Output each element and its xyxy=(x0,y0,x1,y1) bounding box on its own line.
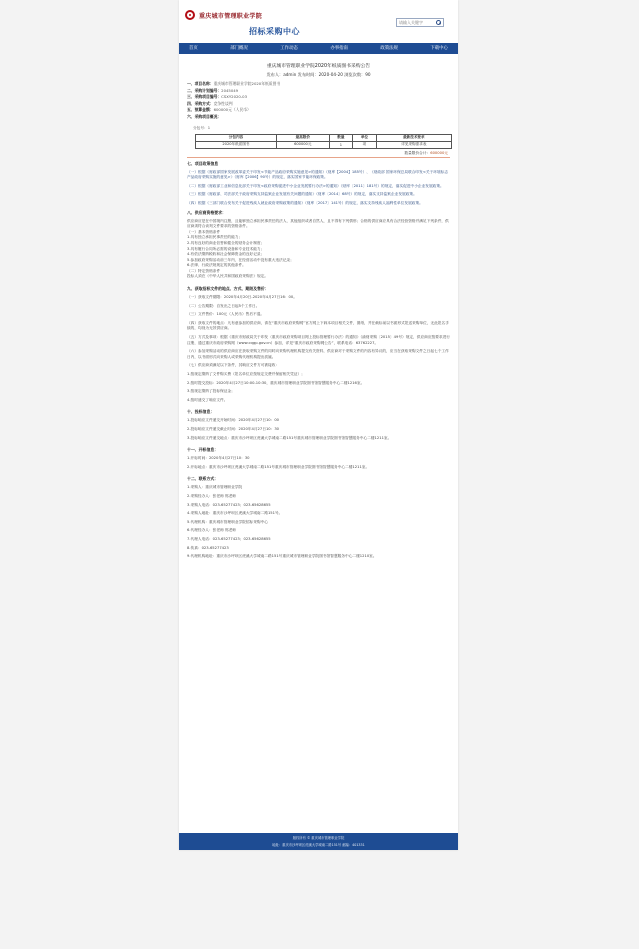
list-item: （六）参加采购活动的供应商应在获取采购文件的同时向采购代理机构提交有关资料，供应商对于采购文件的内容有异议的，应当在获取采购文件之日起七个工作日内，以书面形式向采购人或采购代理机构提出质疑。 xyxy=(187,349,449,359)
center-title: 招标采购中心 xyxy=(249,27,300,36)
list-item: 4.有依法缴纳税收和社会保障资金的良好记录； xyxy=(187,252,265,257)
list-item: （四）获取文件的地点：凡有意参加的供应商，请在“重庆市政府采购网”官方网上下载本项目相关文件，图纸，并在截标前以书面形式报送采购单位，无此报名手续的，均视为无效供应商。 xyxy=(187,320,449,331)
table-cell: 项 xyxy=(353,141,377,148)
list-item: 1.采购人：重庆城市管理职业学院 xyxy=(187,485,243,490)
nav-item-news[interactable]: 工作动态 xyxy=(280,46,298,51)
list-item: 3.具有履行合同所必需的设备和专业技术能力； xyxy=(187,246,265,251)
search-input[interactable] xyxy=(397,20,435,26)
list-item: 9.代理机构地址：重庆市沙坪坝区虎溪大学城南二路151号重庆城市管理职业学院图书馆智慧服务中心二楼1210室。 xyxy=(187,554,377,559)
list-item: （一）获取文件期限：2020年4月20日-2020年4月27日16：00。 xyxy=(187,295,297,300)
list-item: 1.具有独立承担民事责任的能力； xyxy=(187,235,243,240)
list-item: 7.代理人电话：023-65277423；023-65628655 xyxy=(187,536,271,541)
list-item: 1.开标时间：2020年4月27日10：30 xyxy=(187,456,250,461)
list-item: 3.按规定缴纳了投标保证金； xyxy=(187,389,235,394)
main-nav xyxy=(179,43,458,54)
table-header: 分包内容 xyxy=(196,134,277,141)
budget-total: 数量限价合计：600000元 xyxy=(404,150,448,155)
list-item: 投标人须在《中华人民共和国政府采购法》规定。 xyxy=(187,274,269,279)
search-icon[interactable] xyxy=(435,20,441,26)
list-item: 3.投标响应文件递交地点：重庆市沙坪坝区虎溪大学城南二路151号重庆城市管理职业学院图书馆智慧服务中心二楼1211室。 xyxy=(187,435,392,440)
table-header: 单位 xyxy=(353,134,377,141)
section-heading: 十二、联系方式： xyxy=(187,476,219,482)
list-item: （二）特定资格条件 xyxy=(187,268,221,273)
page-container xyxy=(179,0,458,850)
list-item: 4.采购人地址：重庆市沙坪坝区虎溪大学城南二路151号。 xyxy=(187,511,283,516)
article-content xyxy=(179,54,458,560)
list-item: 2.具有良好的商业信誉和健全的财务会计制度； xyxy=(187,240,265,245)
article-title: 重庆城市管理职业学院2020年纸质图书采购公告 xyxy=(266,64,371,69)
section-heading: 九、获取招标文件的地点、方式、期限及售价： xyxy=(187,286,269,292)
table-header: 最新技术要求 xyxy=(376,134,451,141)
list-item: 2.采购经办人：张老师 郭老师 xyxy=(187,493,236,498)
section-heading: 十一、开标信息： xyxy=(187,447,219,453)
list-item: 1.投标响应文件递交开始时间：2020年4月27日10：00 xyxy=(187,418,280,423)
table-cell: 600000元 xyxy=(276,141,329,148)
school-logo[interactable] xyxy=(185,10,262,20)
list-item: 3.采购人电话：023-65277423；023-65628655 xyxy=(187,502,271,507)
table-cell: 详见采购需求表 xyxy=(376,141,451,148)
policy-paragraph: （四）根据《三部门联合发布关于促进残疾人就业政府采购政策的通知》（财库〔2017〕141号）的规定，落实支持残疾人福利性单位发展政策。 xyxy=(187,200,423,205)
footer-copyright: 版权所有 © 重庆城市管理职业学院 xyxy=(292,836,345,840)
table-row xyxy=(196,141,452,148)
item-project-name: 一、项目名称：重庆城市管理职业学院2020年纸质图书 xyxy=(187,81,281,86)
table-header: 最高限价 xyxy=(276,134,329,141)
list-item: （七）供应商须满足以下条件，其响应文件方可被接收： xyxy=(187,363,280,368)
nav-item-download[interactable]: 下载中心 xyxy=(430,46,448,51)
section-heading: 八、供应商资格要求： xyxy=(187,209,226,215)
nav-item-about[interactable]: 部门概况 xyxy=(230,46,248,51)
list-item: 1.按规定缴纳了文件购买费（报名单位应按规定交费并保留相关凭证）； xyxy=(187,372,305,376)
item-project-number: 三、采购项目编号：CSXY2020-03 xyxy=(187,94,248,100)
list-item: 5.参加政府采购活动前三年内，在经营活动中没有重大违法记录； xyxy=(187,257,294,262)
item-budget: 五、预算金额：600000元（人民币） xyxy=(187,107,251,113)
section-heading: 十、投标信息： xyxy=(187,409,215,415)
nav-item-guide[interactable]: 办事指南 xyxy=(330,46,348,51)
list-item: 2.开标地点：重庆市沙坪坝区虎溪大学城南二路151号重庆城市管理职业学院图书馆智慧服务中心二楼1211室。 xyxy=(187,464,370,469)
item-method: 四、采购方式：竞争性谈判 xyxy=(187,100,233,106)
table-header: 数量 xyxy=(329,134,353,141)
list-item: 6.法律、行政法规规定的其他条件。 xyxy=(187,263,246,268)
school-name: 重庆城市管理职业学院 xyxy=(199,12,263,20)
qualification-intro: 供应商应是在中国境内注册，且能够独立承担民事责任的法人、其他组织或者自然人，且不得有下列情形；合格的供应商应具有合法经营资格并满足下列条件，供应商须符合谈判文件要求的资格条件。 xyxy=(187,218,449,229)
list-item: 2.按时提交投标：2020年4月27日10:00-10:30，重庆城市管理职业学院图书馆智慧服务中心二楼1216室。 xyxy=(187,380,365,385)
list-item: （一）基本资格条件 xyxy=(187,229,221,234)
policy-paragraph: （二）根据《财政部工业和信息化部关于印发<政府采购促进中小企业发展暂行办法>的通知》（财库〔2011〕181号）的规定，落实促进中小企业发展政策。 xyxy=(187,183,444,188)
list-item: 6.代理经办人：张老师 郭老师 xyxy=(187,528,236,533)
list-item: 5.代理机构：重庆城市管理职业学院招标采购中心 xyxy=(187,519,268,524)
package-number: 分包号：1 xyxy=(193,125,211,130)
list-item: （二）公告期限：自发出之日起5个工作日。 xyxy=(187,303,260,308)
site-header xyxy=(179,0,458,43)
policy-paragraph: （一）根据《财政部国家发展改革委关于印发<节能产品政府采购实施意见>的通知》（财库【2004】185号）、《财政部 国家环保总局联合印发<关于环境标志产品政府采购实施的意见>》（财库【2006】90号）的规定，落实国家节能环保政策。 xyxy=(187,169,449,180)
table-cell: 1 xyxy=(329,141,353,148)
list-item: 4.按时递交了响应文件。 xyxy=(187,397,228,402)
footer-address: 地址：重庆市沙坪坝区虎溪大学城南二路151号 邮编：401331 xyxy=(272,842,365,847)
list-item: （五）方式及事项：根据《重庆市财政局关于印发〈重庆市政府采购项目网上投标管理暂行办法〉的通知》（渝财采购〔2015〕49号）规定，供应商应按要求进行注册，通过重庆市政府采购网（www.cqgp.gov.cn）参加，详见“重庆市政府采购网公告”，联系电话：63762227。 xyxy=(187,335,450,345)
article-meta: 发布人：admin 发布时间：2020-04-20 浏览次数：90 xyxy=(266,72,371,77)
table-cell: 2020年纸质图书 xyxy=(196,141,277,148)
item-overview: 六、采购项目概况： xyxy=(187,113,222,119)
nav-item-home[interactable]: 首页 xyxy=(189,46,198,51)
item-plan-number: 二、采购计划编号：2045049 xyxy=(187,87,239,93)
list-item: （三）文件售价：100元（人民币）售后不退。 xyxy=(187,312,265,317)
list-item: 2.投标响应文件递交截止时间：2020年4月27日10：30 xyxy=(187,426,280,431)
site-footer xyxy=(179,833,458,850)
nav-item-policy[interactable]: 政策法规 xyxy=(380,46,398,51)
policy-paragraph: （三）根据《财政部、司法部关于政府采购支持监狱企业发展有关问题的通知》（财库〔2014〕68号）的规定，落实支持监狱企业发展政策。 xyxy=(187,192,417,197)
list-item: 8.传真：023-65277423 xyxy=(187,545,229,550)
search-box xyxy=(396,18,444,27)
table-header-row xyxy=(196,134,452,141)
school-emblem-icon xyxy=(185,10,195,20)
section-heading: 七、项目政策信息 xyxy=(187,160,219,166)
budget-table xyxy=(195,134,452,149)
